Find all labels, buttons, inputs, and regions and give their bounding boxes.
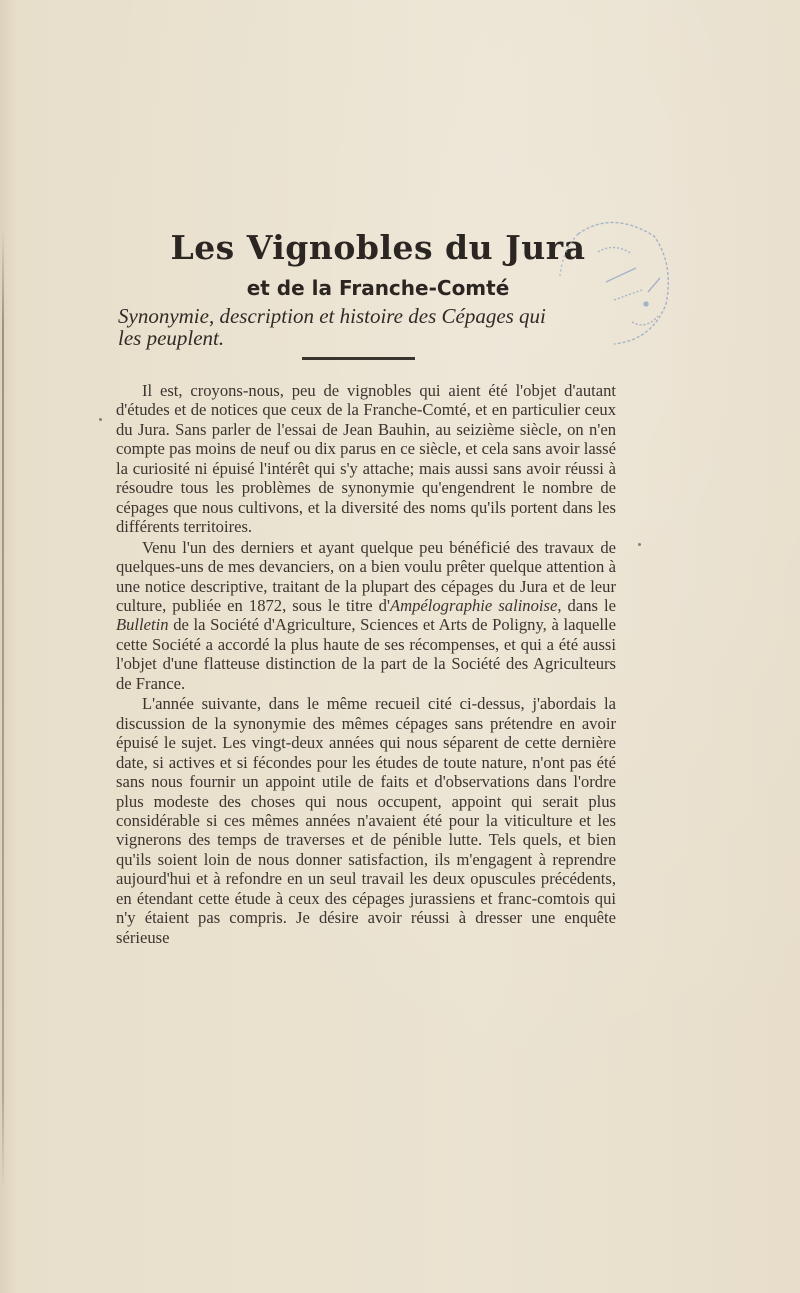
library-stamp-icon bbox=[548, 212, 676, 352]
paragraph bbox=[116, 694, 616, 947]
paragraph-text: L'année suivante, dans le même recueil cité ci-dessus, j'abordais la discussion de la synonymie des mêmes cépages sans prétendre en avoir épuisé le sujet. Les vingt-deux années qui nous séparent de cette dernière date, si actives et si fécondes pour les études de toute nature, n'ont pas été sans nous fournir un appoint utile de faits et d'observations dans l'ordre plus modeste des choses qui nous occupent, appoint qui serait plus considérable si ces mêmes années n'avaient été pour la viticulture et les vignerons des temps de traverses et de pénible lutte. Tels quels, et bien qu'ils soient loin de nous donner satisfaction, ils m'engagent à reprendre aujourd'hui et à refondre en un seul travail les deux opuscules précédents, en étendant cette étude à ceux des cépages jurassiens et franc-comtois qui n'y étaient pas compris. Je désire avoir réussi à dresser une enquête sérieuse bbox=[116, 694, 616, 947]
description-line-2: les peuplent. bbox=[118, 326, 225, 350]
paper-speck bbox=[99, 418, 102, 421]
body-text bbox=[116, 381, 616, 948]
document-subtitle: et de la Franche-Comté bbox=[246, 276, 510, 300]
paragraph bbox=[116, 381, 616, 537]
page-edge-shadow bbox=[2, 230, 4, 1190]
description-line-1: Synonymie, description et histoire des Cépages qui bbox=[118, 304, 546, 328]
paragraph-text: Il est, croyons-nous, peu de vignobles qui aient été l'objet d'autant d'études et de notices que ceux de la Franche-Comté, et en particulier ceux du Jura. Sans parler de l'essai de Jean Bauhin, au seizième siècle, on n'en compte pas moins de neuf ou dix parus en ce siècle, et cela sans avoir lassé la curiosité ni épuisé l'intérêt qui s'y attache; mais aussi sans avoir réussi à résoudre tous les problèmes de synonymie qu'engendrent le nombre de cépages que nous cultivons, et la diversité des noms qu'ils portent dans les différents territoires. bbox=[116, 381, 616, 537]
paper-speck bbox=[638, 543, 641, 546]
paragraph-text: , dans le bbox=[557, 595, 616, 615]
italic-text: Bulletin bbox=[116, 615, 169, 635]
paragraph-text: Venu l'un des derniers et ayant quelque peu bénéficié des travaux de quelques-uns de mes devanciers, on a bien voulu prêter quelque attention à une notice descriptive, traitant de la plupart des cépages du Jura et de leur culture, publiée en 1872, sous le titre d' bbox=[116, 537, 616, 615]
paragraph bbox=[116, 538, 616, 694]
paragraph-text: de la Société d'Agriculture, Sciences et Arts de Poligny, à laquelle cette Société a accordé la plus haute de ses récompenses, et qui a été aussi l'objet d'une flatteuse distinction de la part de la Société des Agriculteurs de France. bbox=[116, 615, 616, 693]
title-rule bbox=[302, 357, 415, 360]
italic-text: Ampélographie salinoise bbox=[389, 595, 558, 615]
document-title: Les Vignobles du Jura bbox=[170, 228, 586, 267]
